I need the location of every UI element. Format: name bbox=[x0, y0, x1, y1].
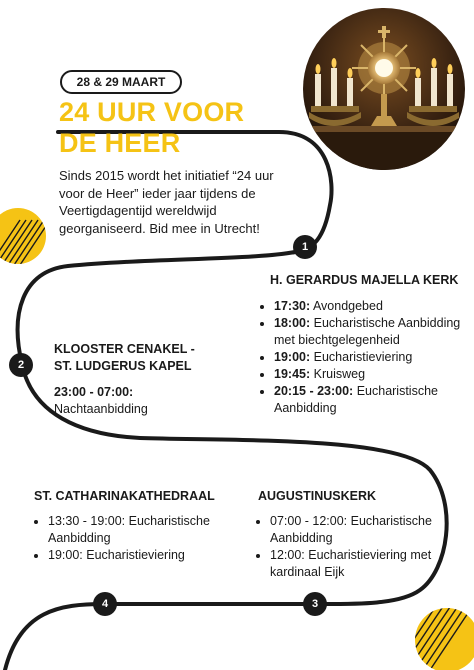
schedule-item: • 20:15 - 23:00: Eucharistische Aanbidding bbox=[274, 383, 468, 417]
stop-number-4: 4 bbox=[101, 598, 109, 610]
title-line-1: 24 UUR VOOR bbox=[59, 97, 245, 127]
stop-4-section bbox=[34, 488, 244, 564]
stop-3-schedule bbox=[258, 513, 468, 581]
intro-text: Sinds 2015 wordt het initiatief “24 uur voor de Heer” ieder jaar tijdens de Veertigdagentijd wereldwijd georganiseerd. Bid mee in Utrecht! bbox=[59, 168, 274, 236]
stop-number-1: 1 bbox=[301, 241, 309, 253]
stop-4-name: ST. CATHARINAKATHEDRAAL bbox=[34, 489, 215, 503]
stop-marker-1 bbox=[293, 235, 317, 259]
stop-2-time: 23:00 - 07:00: bbox=[54, 385, 134, 399]
monstrance-photo bbox=[303, 8, 465, 170]
schedule-item: • 12:00: Eucharistieviering met kardinaal Eijk bbox=[270, 547, 468, 581]
schedule-item: • 19:00: Eucharistieviering bbox=[274, 349, 468, 366]
schedule-item: • 07:00 - 12:00: Eucharistische Aanbidding bbox=[270, 513, 468, 547]
yellow-circle-left bbox=[0, 208, 50, 280]
date-badge bbox=[60, 70, 182, 94]
stop-number-3: 3 bbox=[311, 598, 319, 610]
stop-4-schedule bbox=[34, 513, 244, 564]
stop-1-section bbox=[258, 272, 468, 417]
schedule-item: • 17:30: Avondgebed bbox=[274, 298, 468, 315]
stop-1-schedule bbox=[258, 298, 468, 417]
page-title bbox=[59, 97, 244, 159]
stop-3-name: AUGUSTINUSKERK bbox=[258, 489, 377, 503]
stop-3-section bbox=[258, 488, 468, 581]
stop-marker-4 bbox=[93, 592, 117, 616]
stop-marker-3 bbox=[303, 592, 327, 616]
stop-1-name: H. GERARDUS MAJELLA KERK bbox=[270, 273, 459, 287]
schedule-item: • 13:30 - 19:00: Eucharistische Aanbidding bbox=[48, 513, 244, 547]
stop-marker-2 bbox=[9, 353, 33, 377]
stop-number-2: 2 bbox=[17, 359, 25, 371]
stop-2-activity: Nachtaanbidding bbox=[54, 402, 148, 416]
stop-2-name-line-1: KLOOSTER CENAKEL - bbox=[54, 342, 195, 356]
date-label: 28 & 29 MAART bbox=[76, 75, 166, 89]
schedule-item: • 19:00: Eucharistieviering bbox=[48, 547, 244, 564]
schedule-item: • 19:45: Kruisweg bbox=[274, 366, 468, 383]
yellow-circle-right bbox=[400, 600, 474, 670]
stop-2-name-line-2: ST. LUDGERUS KAPEL bbox=[54, 359, 192, 373]
schedule-item: • 18:00: Eucharistische Aanbidding met biechtgelegenheid bbox=[274, 315, 468, 349]
stop-2-section bbox=[54, 341, 244, 418]
monstrance-illustration bbox=[303, 8, 465, 170]
title-line-2: DE HEER bbox=[59, 128, 181, 158]
